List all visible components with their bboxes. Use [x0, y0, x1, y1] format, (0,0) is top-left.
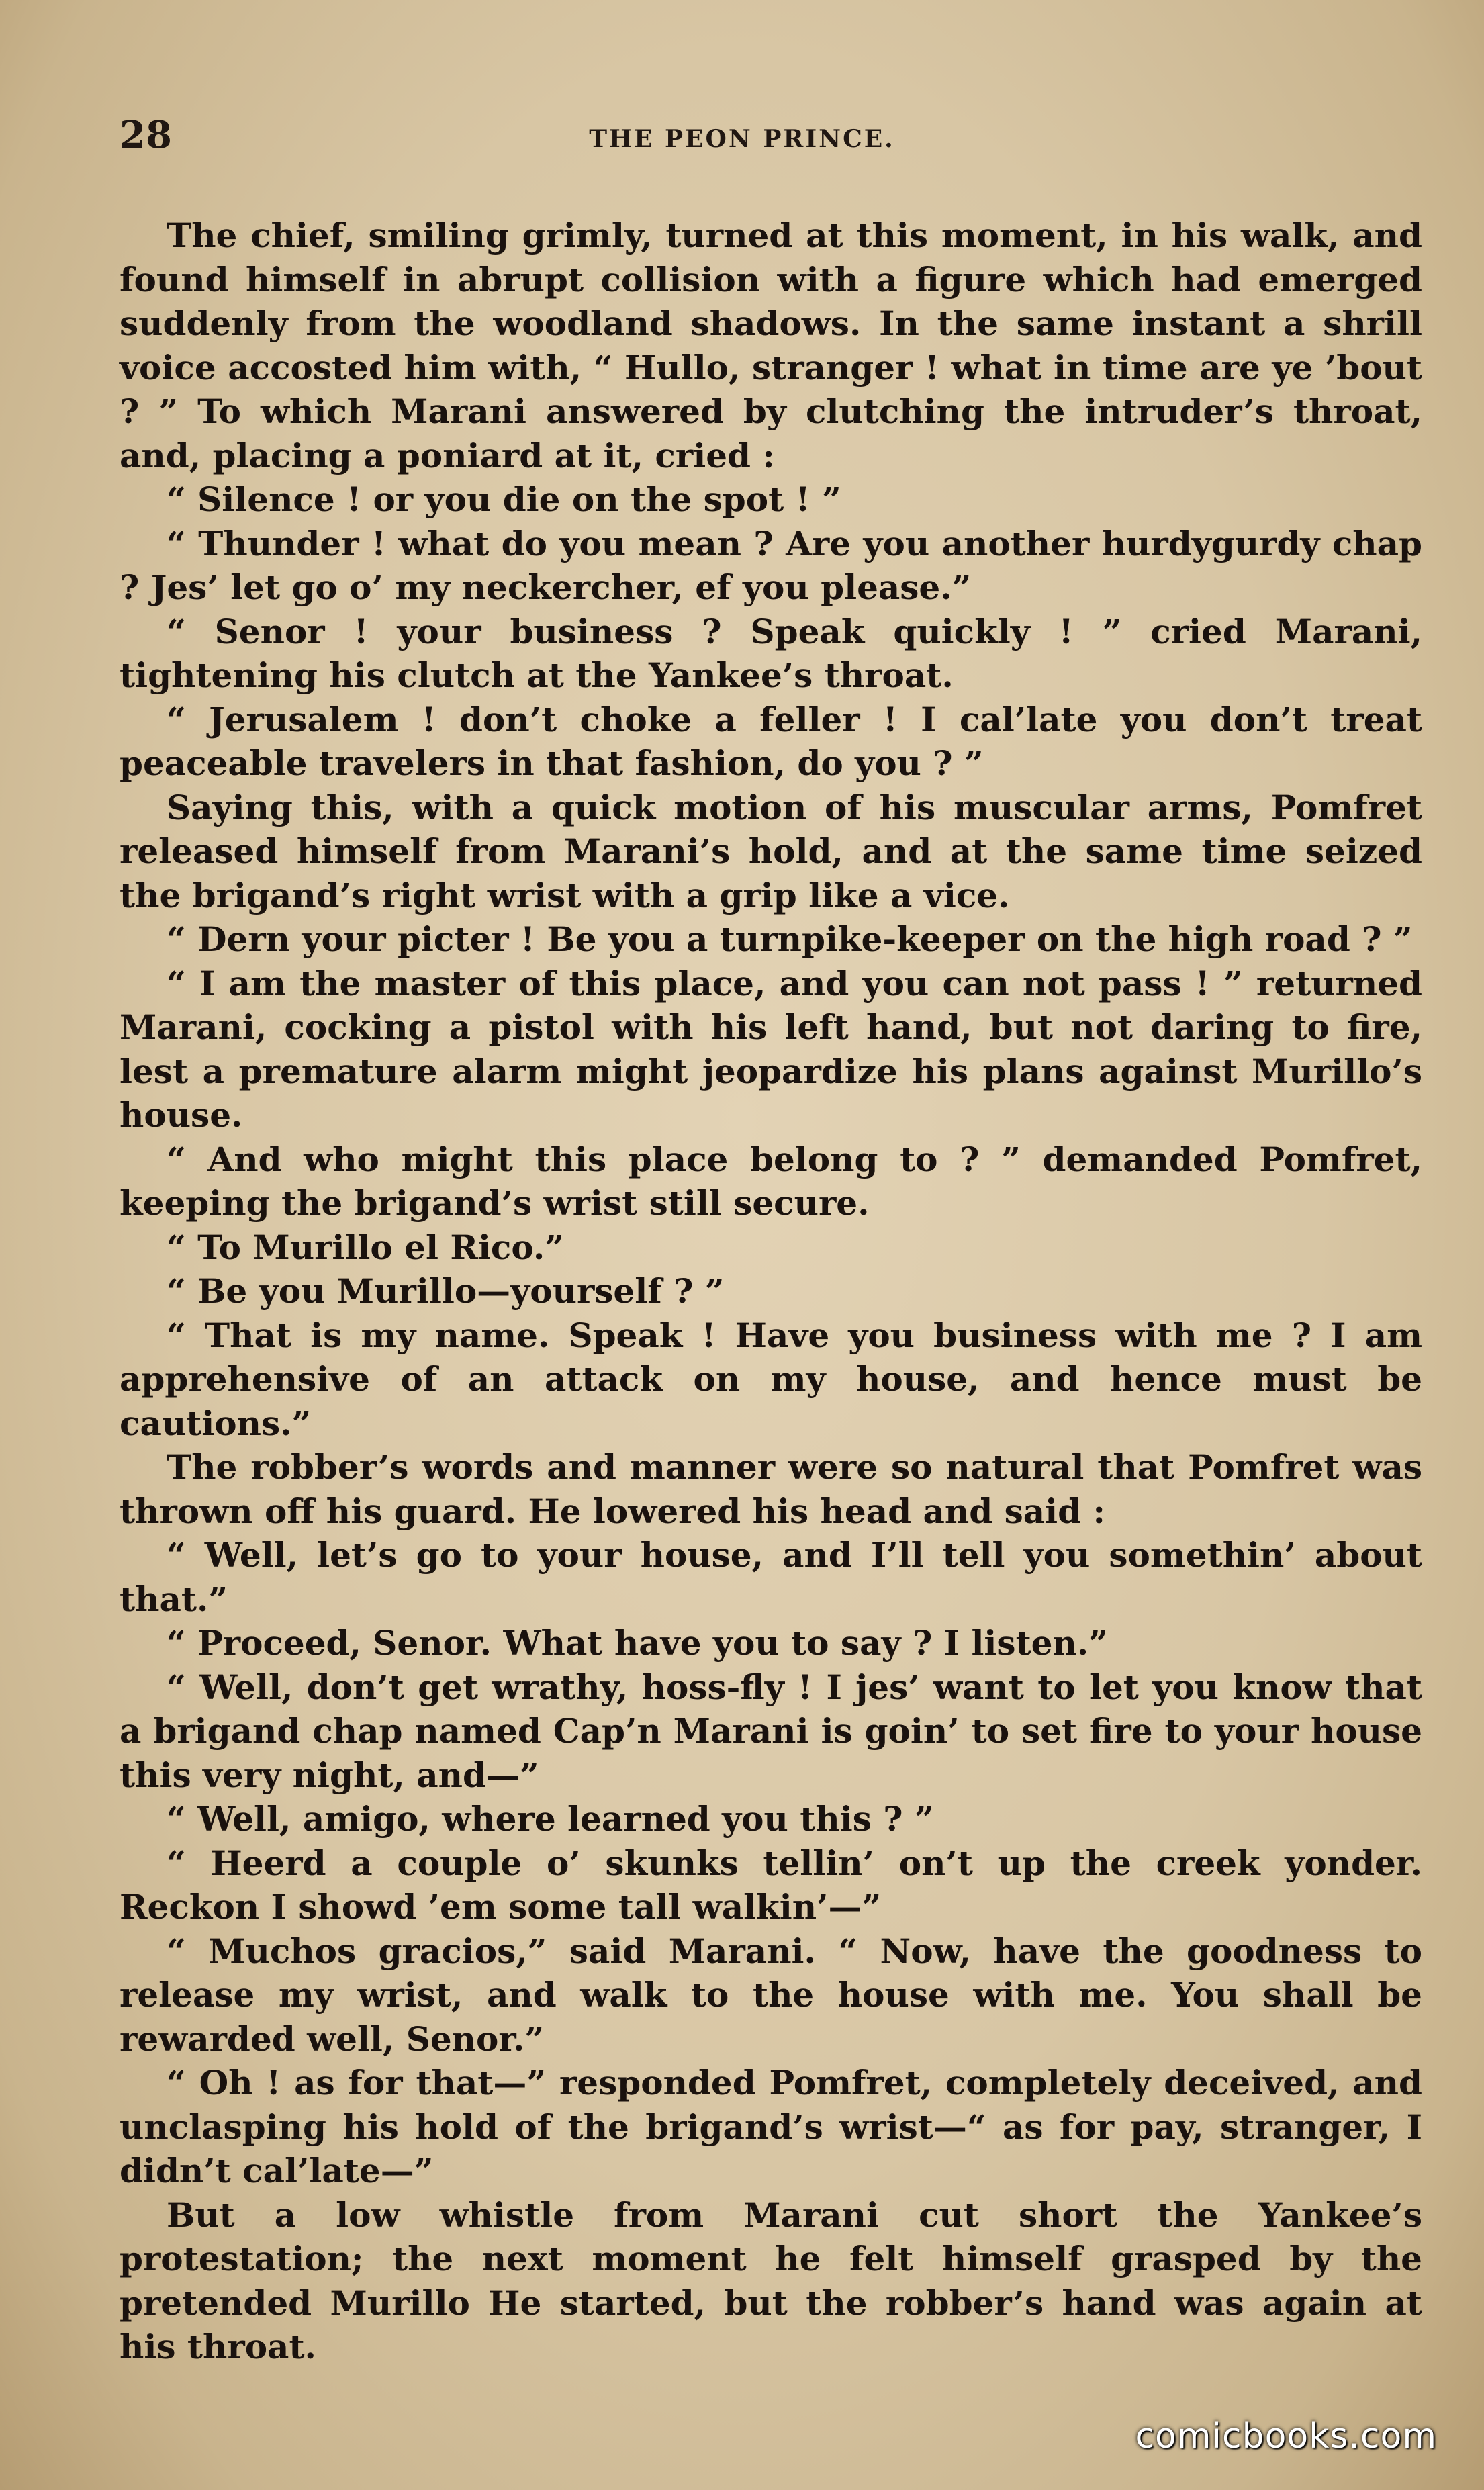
paragraph: “ Heerd a couple o’ skunks tellin’ on’t up the creek yonder. Reckon I showd ’em some tall walkin’—” [120, 1843, 1422, 1927]
body-text [120, 214, 1422, 2369]
paragraph: Saying this, with a quick motion of his muscular arms, Pomfret released himself from Marani’s hold, and at the same time seized the brigand’s right wrist with a grip like a vice. [120, 787, 1422, 915]
paragraph: “ That is my name. Speak ! Have you business with me ? I am apprehensive of an attack on my house, and hence must be cautions.” [120, 1315, 1422, 1443]
paragraph: “ Jerusalem ! don’t choke a feller ! I cal’late you don’t treat peaceable travelers in that fashion, do you ? ” [120, 699, 1422, 783]
paragraph: The robber’s words and manner were so natural that Pomfret was thrown off his guard. He lowered his head and said : [120, 1447, 1422, 1531]
watermark: comicbooks.com [1135, 2416, 1437, 2456]
paragraph: “ Be you Murillo—yourself ? ” [167, 1271, 725, 1311]
paragraph: “ Oh ! as for that—” responded Pomfret, completely deceived, and unclasping his hold of the brigand’s wrist—“ as for pay, stranger, I didn’t cal’late—” [120, 2063, 1422, 2191]
paragraph: “ Thunder ! what do you mean ? Are you another hurdygurdy chap ? Jes’ let go o’ my neckercher, ef you please.” [120, 523, 1422, 607]
paragraph: “ Dern your picter ! Be you a turnpike-keeper on the high road ? ” [167, 919, 1413, 959]
paragraph: “ Proceed, Senor. What have you to say ? I listen.” [167, 1623, 1109, 1663]
page-number: 28 [120, 113, 172, 157]
paragraph: The chief, smiling grimly, turned at this moment, in his walk, and found himself in abrupt collision with a figure which had emerged suddenly from the woodland shadows. In the same instant a shrill voice accosted him with, “ Hullo, stranger ! what in time are ye ’bout ? ” To which Marani answered by clutching the intruder’s throat, and, placing a poniard at it, cried : [120, 216, 1422, 475]
paragraph: “ And who might this place belong to ? ” demanded Pomfret, keeping the brigand’s wrist still secure. [120, 1139, 1422, 1223]
paragraph: “ Silence ! or you die on the spot ! ” [167, 479, 841, 519]
paragraph: But a low whistle from Marani cut short the Yankee’s protestation; the next moment he felt himself grasped by the pretended Murillo He started, but the robber’s hand was again at his throat. [120, 2195, 1422, 2366]
running-title: THE PEON PRINCE. [589, 125, 895, 153]
paragraph: “ Well, amigo, where learned you this ? ” [167, 1799, 934, 1839]
paragraph: “ Senor ! your business ? Speak quickly ! ” cried Marani, tightening his clutch at the Yankee’s throat. [120, 611, 1422, 695]
paragraph: “ Well, don’t get wrathy, hoss-fly ! I jes’ want to let you know that a brigand chap named Cap’n Marani is goin’ to set fire to your house this very night, and—” [120, 1667, 1422, 1795]
paragraph: “ Muchos gracios,” said Marani. “ Now, have the goodness to release my wrist, and walk to the house with me. You shall be rewarded well, Senor.” [120, 1931, 1422, 2059]
paragraph: “ To Murillo el Rico.” [167, 1227, 565, 1267]
paragraph: “ Well, let’s go to your house, and I’ll tell you somethin’ about that.” [120, 1535, 1422, 1619]
paragraph: “ I am the master of this place, and you can not pass ! ” returned Marani, cocking a pistol with his left hand, but not daring to fire, lest a premature alarm might jeopardize his plans against Murillo’s house. [120, 963, 1422, 1135]
